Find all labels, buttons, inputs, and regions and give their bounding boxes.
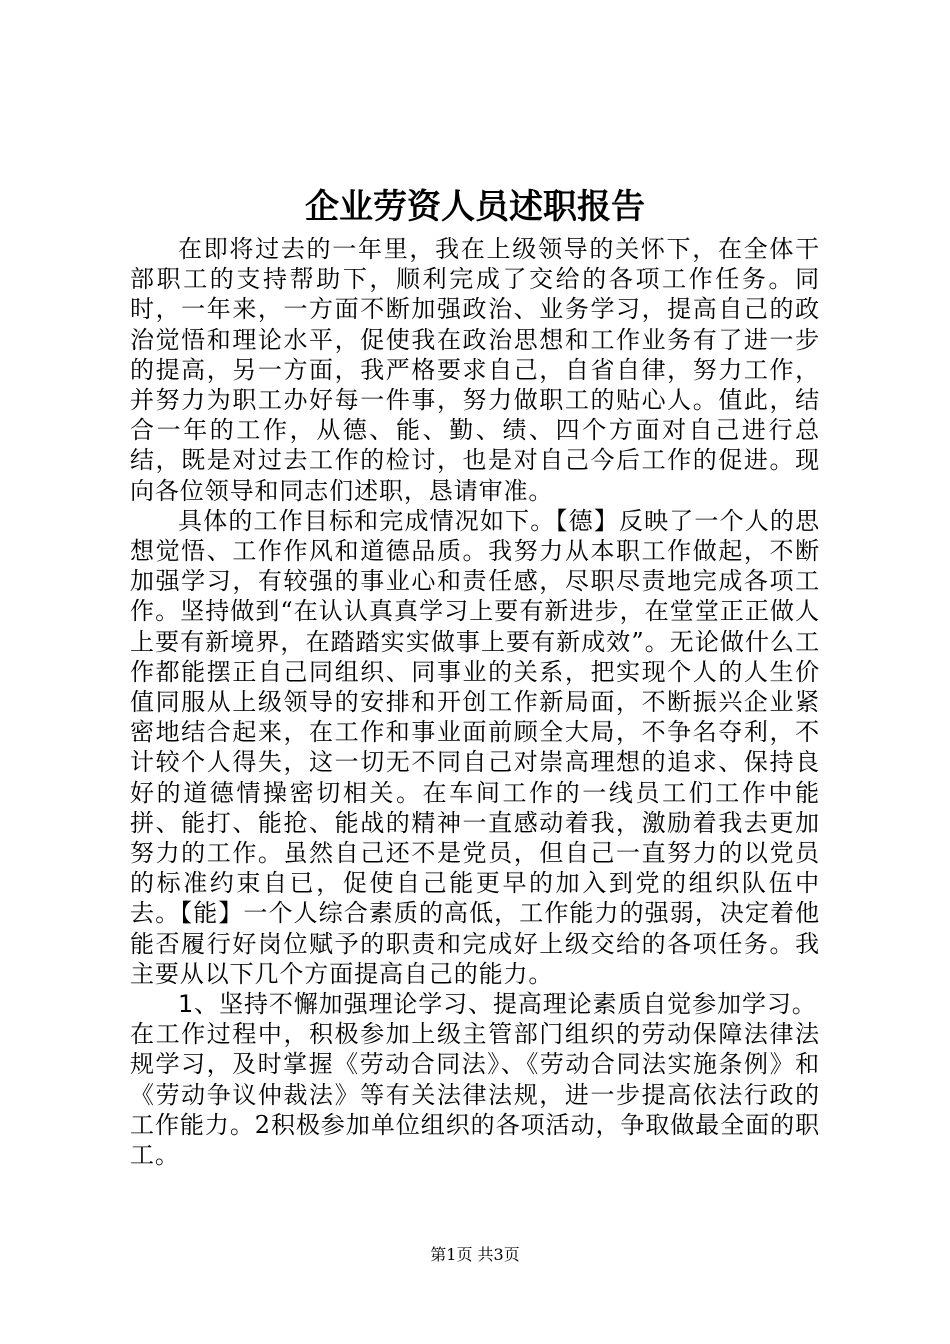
- page-footer: 第1页 共3页: [430, 1245, 520, 1264]
- paragraph-work-process: 在工作过程中，积极参加上级主管部门组织的劳动保障法律法规学习，及时掌握《劳动合同法》、《劳动合同法实施条例》和《劳动争议仲裁法》等有关法律法规，进一步提高依法行政的工作能力。2积极参加单位组织的各项活动，争取做最全面的职工。: [130, 1020, 820, 1170]
- paragraph-intro: 在即将过去的一年里，我在上级领导的关怀下，在全体干部职工的支持帮助下，顺利完成了交给的各项工作任务。同时，一年来，一方面不断加强政治、业务学习，提高自己的政治觉悟和理论水平，促使我在政治思想和工作业务有了进一步的提高，另一方面，我严格要求自己，自省自律，努力工作，并努力为职工办好每一件事，努力做职工的贴心人。值此，结合一年的工作，从德、能、勤、绩、四个方面对自己进行总结，既是对过去工作的检讨，也是对自己今后工作的促进。现向各位领导和同志们述职，恳请审准。: [130, 235, 820, 505]
- document-title: 企业劳资人员述职报告: [305, 187, 645, 227]
- section-heading-theory-study: 1、坚持不懈加强理论学习、提高理论素质自觉参加学习。: [178, 990, 817, 1019]
- paragraph-virtue-ability: 具体的工作目标和完成情况如下。【德】反映了一个人的思想觉悟、工作作风和道德品质。我努力从本职工作做起，不断加强学习，有较强的事业心和责任感，尽职尽责地完成各项工作。坚持做到“在认认真真学习上要有新进步，在堂堂正正做人上要有新境界，在踏踏实实做事上要有新成效”。无论做什么工作都能摆正自己同组织、同事业的关系，把实现个人的人生价值同服从上级领导的安排和开创工作新局面，不断振兴企业紧密地结合起来，在工作和事业面前顾全大局，不争名夺利，不计较个人得失，这一切无不同自己对崇高理想的追求、保持良好的道德情操密切相关。在车间工作的一线员工们工作中能拼、能打、能抢、能战的精神一直感动着我，激励着我去更加努力的工作。虽然自己还不是党员，但自己一直努力的以党员的标准约束自已，促使自己能更早的加入到党的组织队伍中去。【能】一个人综合素质的高低，工作能力的强弱，决定着他能否履行好岗位赋予的职责和完成好上级交给的各项任务。我主要从以下几个方面提高自己的能力。: [130, 506, 820, 988]
- document-body: [130, 234, 820, 1170]
